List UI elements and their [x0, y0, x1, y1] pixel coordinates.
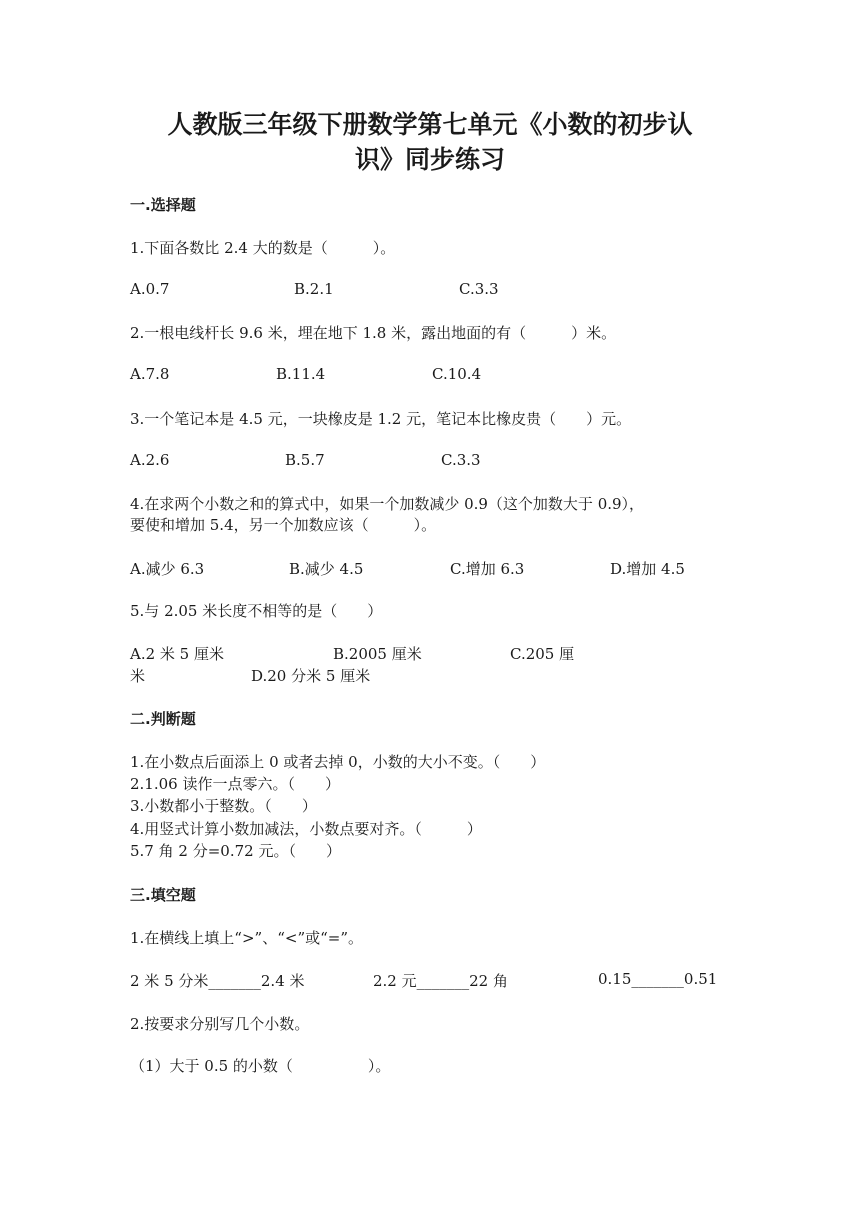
- comparison-blank: 2 米 5 分米_______2.4 米: [130, 972, 305, 990]
- option-c: C.3.3: [459, 280, 499, 298]
- option-b: B.11.4: [276, 365, 326, 383]
- option-b: B.2005 厘米: [333, 645, 422, 663]
- comparison-blank: 2.2 元_______22 角: [373, 972, 508, 990]
- option-c-continued: 米: [130, 667, 146, 685]
- title-line-1: 人教版三年级下册数学第七单元《小数的初步认: [167, 110, 693, 139]
- option-d: D.增加 4.5: [610, 560, 685, 578]
- judgment-item: 5.7 角 2 分=0.72 元。（ ）: [130, 842, 341, 860]
- judgment-item: 3.小数都小于整数。（ ）: [130, 797, 317, 815]
- option-c: C.10.4: [432, 365, 482, 383]
- comparison-blank: 0.15_______0.51: [598, 970, 718, 988]
- option-c: C.3.3: [441, 451, 481, 469]
- option-a: A.7.8: [130, 365, 170, 383]
- option-a: A.2.6: [130, 451, 170, 469]
- option-b: B.减少 4.5: [289, 560, 364, 578]
- question-2: 2.一根电线杆长 9.6 米，埋在地下 1.8 米，露出地面的有（ ）米。: [130, 324, 617, 342]
- section-heading: 二.判断题: [130, 710, 196, 728]
- question-2-sub-1: （1）大于 0.5 的小数（ ）。: [130, 1057, 391, 1075]
- question-4-line-2: 要使和增加 5.4，另一个加数应该（ ）。: [130, 516, 437, 534]
- title-line-2: 识》同步练习: [354, 145, 505, 174]
- section-heading: 三.填空题: [130, 886, 196, 904]
- question-3: 3.一个笔记本是 4.5 元，一块橡皮是 1.2 元，笔记本比橡皮贵（ ）元。: [130, 410, 632, 428]
- question-2: 2.按要求分别写几个小数。: [130, 1015, 310, 1033]
- question-1: 1.在横线上填上“>”、“<”或“=”。: [130, 929, 364, 947]
- option-a: A.2 米 5 厘米: [130, 645, 224, 663]
- question-5: 5.与 2.05 米长度不相等的是（ ）: [130, 602, 383, 620]
- option-b: B.2.1: [294, 280, 334, 298]
- option-b: B.5.7: [285, 451, 325, 469]
- option-c: C.205 厘: [510, 645, 575, 663]
- question-4-line-1: 4.在求两个小数之和的算式中，如果一个加数减少 0.9（这个加数大于 0.9），: [130, 495, 645, 513]
- question-1: 1.下面各数比 2.4 大的数是（ ）。: [130, 239, 396, 257]
- option-a: A.减少 6.3: [130, 560, 205, 578]
- judgment-item: 2.1.06 读作一点零六。（ ）: [130, 775, 340, 793]
- option-d: D.20 分米 5 厘米: [251, 667, 371, 685]
- judgment-item: 4.用竖式计算小数加减法，小数点要对齐。（ ）: [130, 820, 482, 838]
- judgment-item: 1.在小数点后面添上 0 或者去掉 0，小数的大小不变。（ ）: [130, 753, 546, 771]
- option-c: C.增加 6.3: [450, 560, 525, 578]
- option-a: A.0.7: [130, 280, 170, 298]
- section-heading: 一.选择题: [130, 196, 196, 214]
